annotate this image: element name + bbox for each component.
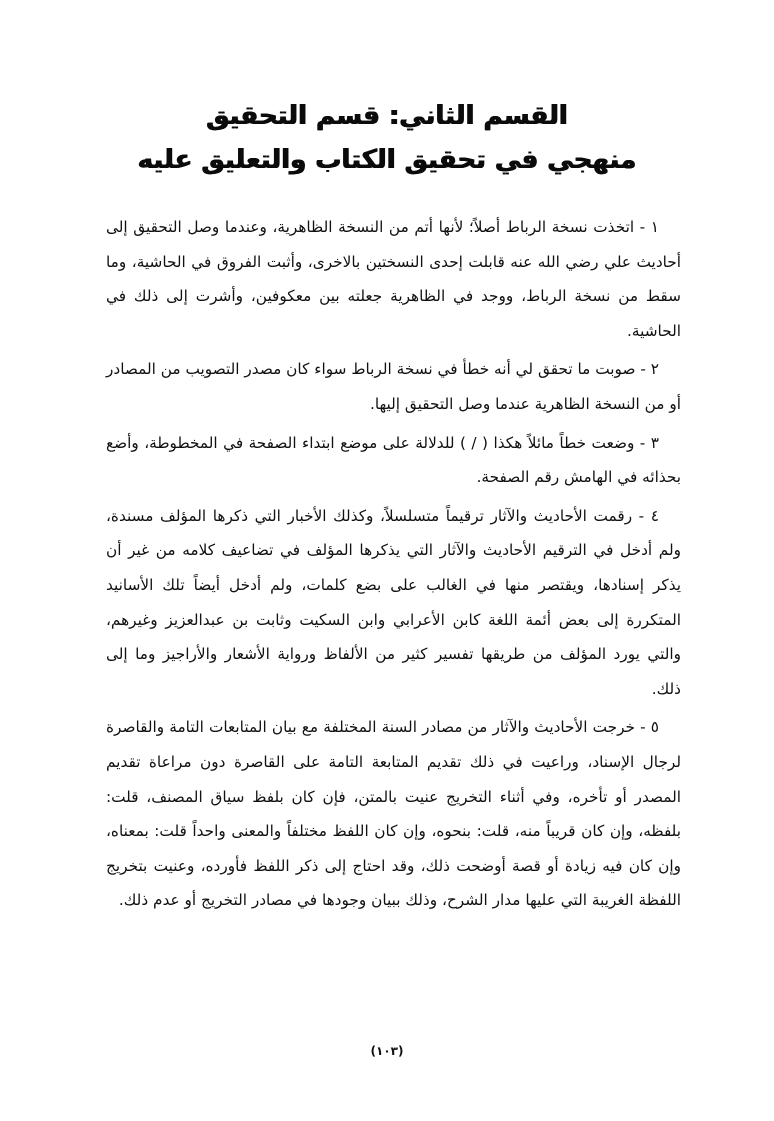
paragraph-4: ٤ - رقمت الأحاديث والآثار ترقيماً متسلسلاً، وكذلك الأخبار التي ذكرها المؤلف مسندة، ولم أدخل في الترقيم الأحاديث والآثار التي يذكرها المؤلف في تضاعيف كلامه من غير أن يذكر إسنادها، ويقتصر منها في الغالب على بضع كلمات، ولم أدخل أيضاً تلك الأسانيد المتكررة إلى بعض أئمة اللغة كابن الأعرابي وابن السكيت وثابت بن عبدالعزيز وغيرهم، والتي يورد المؤلف من طريقها تفسير كثير من الألفاظ ورواية الأشعار والأراجيز وما إلى ذلك.: [106, 506, 681, 698]
section-subtitle: منهجي في تحقيق الكتاب والتعليق عليه: [137, 145, 637, 175]
paragraph-3: ٣ - وضعت خطاً مائلاً هكذا ( / ) للدلالة على موضع ابتداء الصفحة في المخطوطة، وأضع بحذائه في الهامش رقم الصفحة.: [106, 433, 681, 487]
paragraph-1: ١ - اتخذت نسخة الرباط أصلاً؛ لأنها أتم من النسخة الظاهرية، وعندما وصل التحقيق إلى أحاديث علي رضي الله عنه قابلت إحدى النسختين بالاخرى، وأثبت الفروق في الحاشية، وما سقط من نسخة الرباط، ووجد في الظاهرية جعلته بين معكوفين، وأشرت إلى ذلك في الحاشية.: [106, 218, 681, 340]
page-number: (١٠٣): [370, 1044, 404, 1058]
body-text: [106, 210, 681, 918]
section-title: القسم الثاني: قسم التحقيق: [206, 101, 568, 131]
paragraph-5: ٥ - خرجت الأحاديث والآثار من مصادر السنة المختلفة مع بيان المتابعات التامة والقاصرة لرجال الإسناد، وراعيت في ذلك تقديم المتابعة التامة على القاصرة دون مراعاة تقديم المصدر أو تأخره، وفي أثناء التخريج عنيت بالمتن، فإن كان بلفظ سياق المصنف، قلت: بلفظه، وإن كان قريباً منه، قلت: بنحوه، وإن كان اللفظ مختلفاً والمعنى واحداً قلت: بمعناه، وإن كان فيه زيادة أو قصة أوضحت ذلك، وقد احتاج إلى ذكر اللفظ فأورده، وعنيت بتخريج اللفظة الغريبة التي عليها مدار الشرح، وذلك ببيان وجودها في مصادر التخريج أو عدم ذلك.: [106, 718, 681, 910]
paragraph-2: ٢ - صوبت ما تحقق لي أنه خطأ في نسخة الرباط سواء كان مصدر التصويب من المصادر أو من النسخة الظاهرية عندما وصل التحقيق إليها.: [106, 360, 681, 413]
